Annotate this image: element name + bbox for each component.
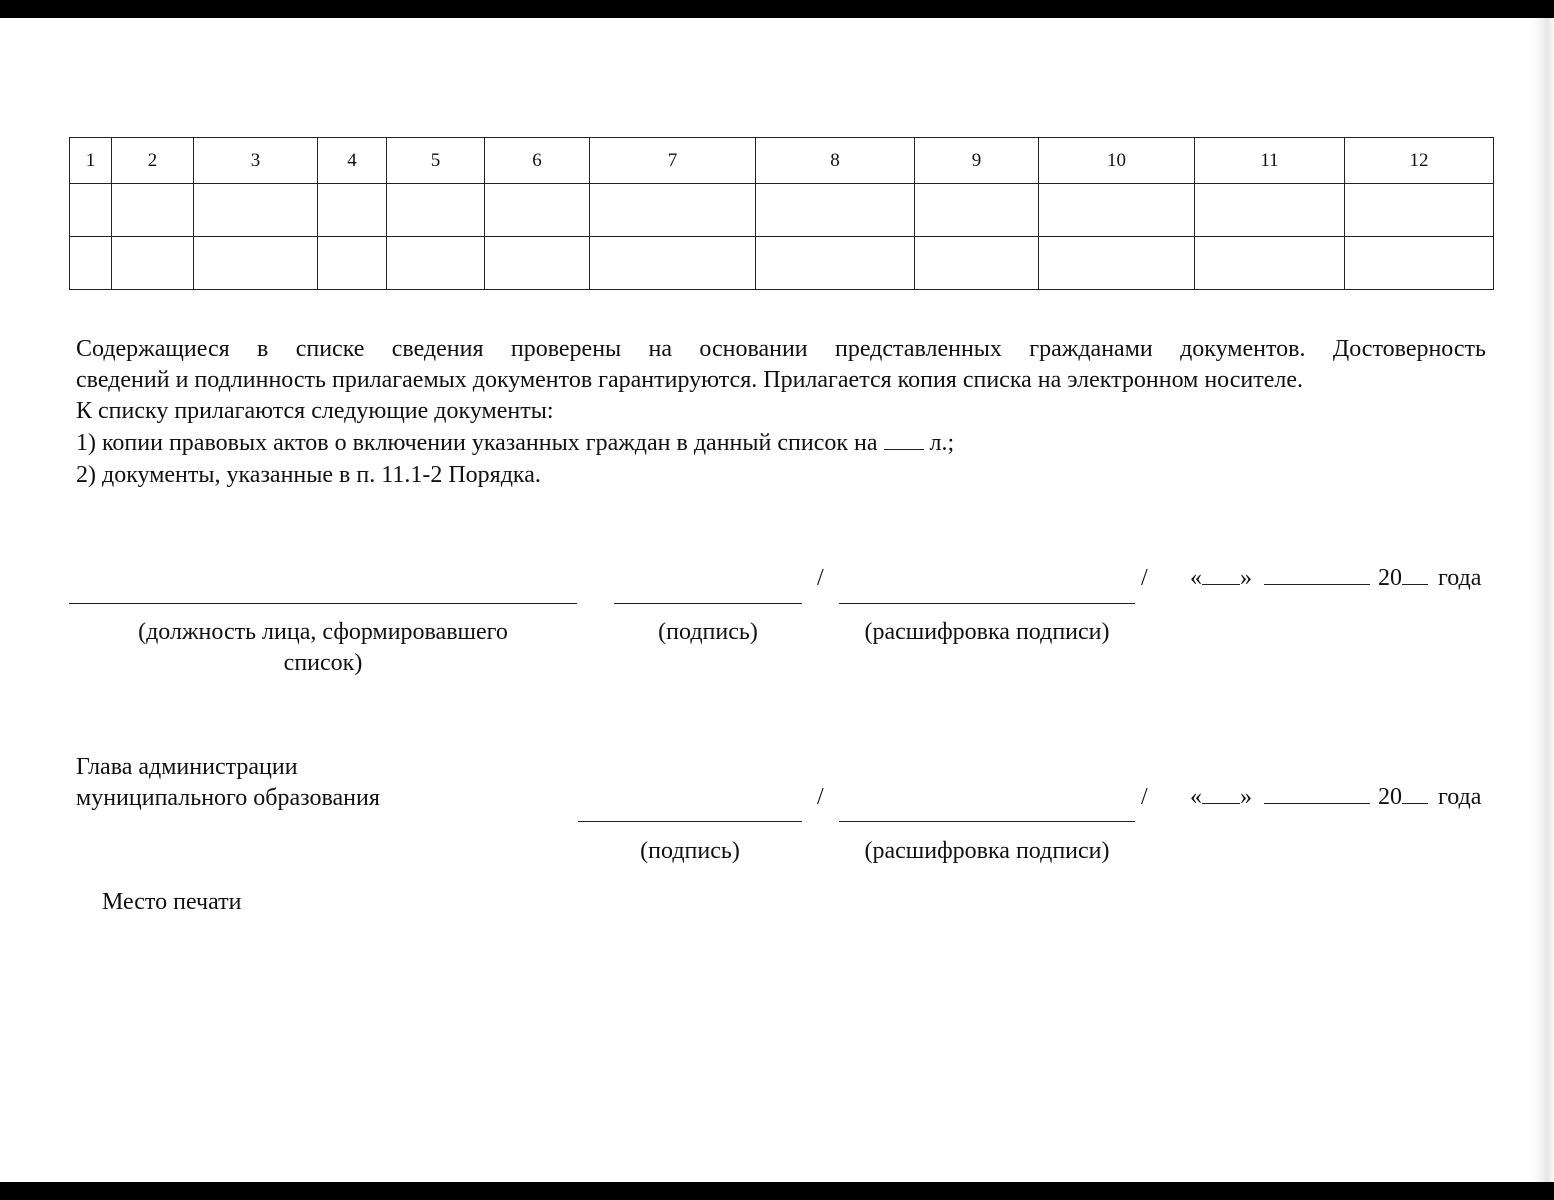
year-prefix: 20 <box>1378 784 1402 810</box>
scan-edge <box>1532 18 1554 1182</box>
column-number-cell: 11 <box>1195 138 1345 184</box>
date-close-quote: » <box>1240 784 1252 810</box>
table-cell <box>1195 184 1345 237</box>
separator-slash: / <box>1141 565 1148 591</box>
attachments-heading: К списку прилагаются следующие документы: <box>76 398 554 424</box>
verification-text-line-2: сведений и подлинность прилагаемых документов гарантируются. Прилагается копия списка на электронном носителе. <box>76 367 1304 393</box>
table-cell <box>194 184 318 237</box>
table-cell <box>318 237 387 290</box>
signature-decoding-line <box>839 603 1135 604</box>
column-number-cell: 8 <box>756 138 915 184</box>
table-cell <box>1039 237 1195 290</box>
column-number-cell: 7 <box>590 138 756 184</box>
table-cell <box>387 237 485 290</box>
decoding-caption: (расшифровка подписи) <box>864 619 1110 645</box>
column-number-cell: 4 <box>318 138 387 184</box>
table-cell <box>756 237 915 290</box>
column-number-cell: 1 <box>70 138 112 184</box>
year-blank <box>1402 785 1428 804</box>
table-cell <box>1345 184 1494 237</box>
signature-line <box>578 821 802 822</box>
table-cell <box>112 184 194 237</box>
date-field <box>1190 563 1481 594</box>
separator-slash: / <box>817 565 824 591</box>
column-number-cell: 9 <box>915 138 1039 184</box>
date-open-quote: « <box>1190 565 1202 591</box>
month-blank <box>1264 785 1370 804</box>
attachment-item-1 <box>76 428 1486 459</box>
table-cell <box>1345 237 1494 290</box>
table-cell <box>590 237 756 290</box>
year-suffix: года <box>1438 565 1482 591</box>
verification-text-line-1: Содержащиеся в списке сведения проверены на основании представленных гражданами документов. Достоверность <box>76 336 1486 362</box>
table-cell <box>194 237 318 290</box>
table-cell <box>1039 184 1195 237</box>
column-number-cell: 6 <box>485 138 590 184</box>
table-cell <box>318 184 387 237</box>
date-field <box>1190 782 1481 813</box>
table-cell <box>485 184 590 237</box>
list-table <box>69 137 1494 290</box>
attachment-item-1-suffix: л.; <box>929 430 955 456</box>
decoding-caption: (расшифровка подписи) <box>864 838 1110 864</box>
signature-caption: (подпись) <box>658 619 758 645</box>
column-number-cell: 2 <box>112 138 194 184</box>
table-cell <box>915 237 1039 290</box>
table-cell <box>387 184 485 237</box>
column-number-cell: 10 <box>1039 138 1195 184</box>
head-title-line-2: муниципального образования <box>76 785 380 811</box>
table-cell <box>590 184 756 237</box>
date-close-quote: » <box>1240 565 1252 591</box>
stamp-place-label: Место печати <box>102 889 242 915</box>
year-prefix: 20 <box>1378 565 1402 591</box>
table-cell <box>70 184 112 237</box>
column-number-cell: 5 <box>387 138 485 184</box>
day-blank <box>1202 785 1240 804</box>
table-header-row <box>70 138 1494 184</box>
separator-slash: / <box>1141 784 1148 810</box>
table-row <box>70 184 1494 237</box>
day-blank <box>1202 566 1240 585</box>
table-cell <box>915 184 1039 237</box>
month-blank <box>1264 566 1370 585</box>
position-line <box>69 603 577 604</box>
attachment-item-2: 2) документы, указанные в п. 11.1-2 Порядка. <box>76 462 541 488</box>
sheets-count-blank <box>884 431 924 450</box>
column-number-cell: 3 <box>194 138 318 184</box>
column-number-cell: 12 <box>1345 138 1494 184</box>
table-cell <box>1195 237 1345 290</box>
table-row <box>70 237 1494 290</box>
year-suffix: года <box>1438 784 1482 810</box>
table-cell <box>112 237 194 290</box>
signature-caption: (подпись) <box>640 838 740 864</box>
table-cell <box>756 184 915 237</box>
document-page <box>0 18 1554 1182</box>
separator-slash: / <box>817 784 824 810</box>
position-caption: (должность лица, сформировавшего список) <box>138 619 508 676</box>
date-open-quote: « <box>1190 784 1202 810</box>
year-blank <box>1402 566 1428 585</box>
table-cell <box>70 237 112 290</box>
attachment-item-1-text: 1) копии правовых актов о включении указанных граждан в данный список на <box>76 430 878 456</box>
signature-decoding-line <box>839 821 1135 822</box>
head-title-line-1: Глава администрации <box>76 754 298 780</box>
table-cell <box>485 237 590 290</box>
signature-line <box>614 603 802 604</box>
